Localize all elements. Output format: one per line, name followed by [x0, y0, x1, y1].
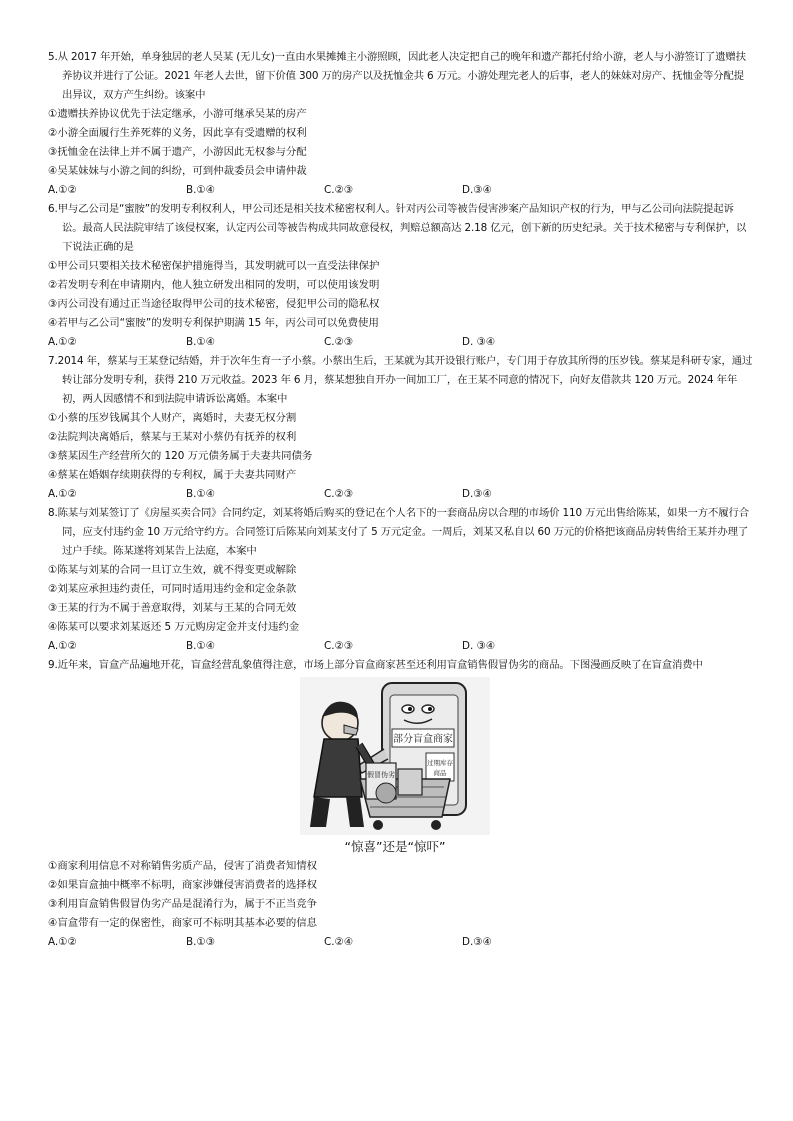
statement-2: ②如果盲盒抽中概率不标明，商家涉嫌侵害消费者的选择权: [48, 879, 318, 891]
statement-1: ①小蔡的压岁钱属其个人财产，离婚时，夫妻无权分割: [48, 412, 297, 424]
question-8: [48, 504, 753, 656]
statement-4: ④吴某妹妹与小游之间的纠纷，可到仲裁委员会申请仲裁: [48, 165, 307, 177]
exam-page: [48, 48, 753, 952]
statement-1: ①商家利用信息不对称销售劣质产品，侵害了消费者知情权: [48, 860, 318, 872]
option-a[interactable]: A.①②: [48, 936, 77, 948]
statement-3: ③丙公司没有通过正当途径取得甲公司的技术秘密，侵犯甲公司的隐私权: [48, 298, 380, 310]
option-c[interactable]: C.②④: [324, 936, 354, 948]
option-b[interactable]: B.①④: [186, 488, 216, 500]
statement-2: ②小游全面履行生养死葬的义务，因此享有受遗赠的权利: [48, 127, 307, 139]
statement-2: ②法院判决离婚后，蔡某与王某对小蔡仍有抚养的权利: [48, 431, 297, 443]
question-stem: 8.陈某与刘某签订了《房屋买卖合同》合同约定，刘某将婚后购买的登记在个人名下的一套商品房以合理的市场价 110 万元出售给陈某，如果一方不履行合同，应支付违约金 10 万元给守约方。合同签订后陈某向刘某支付了 5 万元定金。一周后，刘某又私自以 60 万元的价格把该商品房转售给王某并办理了过户手续。陈某遂将刘某告上法庭，本案中: [48, 507, 749, 557]
question-stem: 9.近年来，盲盒产品遍地开花，盲盒经营乱象值得注意，市场上部分盲盒商家甚至还利用盲盒销售假冒伪劣的商品。下图漫画反映了在盲盒消费中: [48, 659, 703, 671]
question-6: [48, 200, 753, 352]
statement-1: ①陈某与刘某的合同一旦订立生效，就不得变更或解除: [48, 564, 297, 576]
cartoon-figure: [300, 677, 490, 835]
option-c[interactable]: C.②③: [324, 488, 354, 500]
blind-box-cartoon: [300, 677, 490, 835]
answer-options: [48, 181, 753, 200]
fake-goods-box-label: 假冒伪劣: [367, 771, 395, 779]
option-a[interactable]: A.①②: [48, 488, 77, 500]
statement-3: ③蔡某因生产经营所欠的 120 万元债务属于夫妻共同债务: [48, 450, 313, 462]
statement-2: ②刘某应承担违约责任，可同时适用违约金和定金条款: [48, 583, 297, 595]
statement-4: ④若甲与乙公司“蜜胺”的发明专利保护期满 15 年，丙公司可以免费使用: [48, 317, 379, 329]
question-7: [48, 352, 753, 504]
question-stem: 6.甲与乙公司是“蜜胺”的发明专利权利人，甲公司还是相关技术秘密权利人。针对丙公司等被告侵害涉案产品知识产权的行为，甲与乙公司向法院提起诉讼。最高人民法院审结了该侵权案，认定丙公司等被告构成共同故意侵权，判赔总额高达 2.18 亿元，创下新的历史纪录。关于技术秘密与专利保护，以下说法正确的是: [48, 203, 747, 253]
statement-4: ④盲盒带有一定的保密性，商家可不标明其基本必要的信息: [48, 917, 318, 929]
option-c[interactable]: C.②③: [324, 336, 354, 348]
option-d[interactable]: D. ③④: [462, 640, 496, 652]
option-b[interactable]: B.①④: [186, 336, 216, 348]
question-stem: 5.从 2017 年开始，单身独居的老人吴某 (无儿女)一直由水果摊摊主小游照顾，因此老人决定把自己的晚年和遗产都托付给小游，老人与小游签订了遗赠扶养协议并进行了公证。2021 年老人去世，留下价值 300 万的房产以及抚恤金共 6 万元。小游处理完老人的后事，老人的妹妹对房产、抚恤金等分配提出异议，双方产生纠纷。该案中: [48, 51, 746, 101]
answer-options: [48, 333, 753, 352]
option-b[interactable]: B.①④: [186, 640, 216, 652]
statement-1: ①遗赠扶养协议优先于法定继承，小游可继承吴某的房产: [48, 108, 307, 120]
statement-4: ④陈某可以要求刘某返还 5 万元购房定金并支付违约金: [48, 621, 300, 633]
cartoon-caption: “惊喜”还是“惊吓”: [344, 839, 446, 854]
answer-options: [48, 485, 753, 504]
expired-tag-line2: 商品: [433, 769, 447, 777]
option-a[interactable]: A.①②: [48, 640, 77, 652]
statement-3: ③抚恤金在法律上并不属于遗产，小游因此无权参与分配: [48, 146, 307, 158]
option-b[interactable]: B.①③: [186, 936, 216, 948]
answer-options: [48, 933, 753, 952]
option-a[interactable]: A.①②: [48, 184, 77, 196]
statement-3: ③利用盲盒销售假冒伪劣产品是混淆行为，属于不正当竞争: [48, 898, 318, 910]
option-b[interactable]: B.①④: [186, 184, 216, 196]
statement-4: ④蔡某在婚姻存续期获得的专利权，属于夫妻共同财产: [48, 469, 297, 481]
merchant-sign-label: 部分盲盒商家: [393, 734, 453, 745]
question-9: [48, 656, 753, 952]
statement-3: ③王某的行为不属于善意取得，刘某与王某的合同无效: [48, 602, 297, 614]
statement-1: ①甲公司只要相关技术秘密保护措施得当，其发明就可以一直受法律保护: [48, 260, 380, 272]
question-stem: 7.2014 年，蔡某与王某登记结婚，并于次年生育一子小蔡。小蔡出生后，王某就为其开设银行账户，专门用于存放其所得的压岁钱。蔡某是科研专家，通过转让部分发明专利，获得 210 万元收益。2023 年 6 月，蔡某想独自开办一间加工厂，在王某不同意的情况下，向好友借款共 120 万元。2024 年年初，两人因感情不和到法院申请诉讼离婚。本案中: [48, 355, 753, 405]
expired-tag-line1: 过期库存: [427, 759, 453, 767]
option-d[interactable]: D.③④: [462, 184, 492, 196]
option-c[interactable]: C.②③: [324, 184, 354, 196]
option-c[interactable]: C.②③: [324, 640, 354, 652]
statement-2: ②若发明专利在申请期内，他人独立研发出相同的发明，可以使用该发明: [48, 279, 380, 291]
option-a[interactable]: A.①②: [48, 336, 77, 348]
answer-options: [48, 637, 753, 656]
option-d[interactable]: D. ③④: [462, 336, 496, 348]
option-d[interactable]: D.③④: [462, 488, 492, 500]
option-d[interactable]: D.③④: [462, 936, 492, 948]
question-5: [48, 48, 753, 200]
